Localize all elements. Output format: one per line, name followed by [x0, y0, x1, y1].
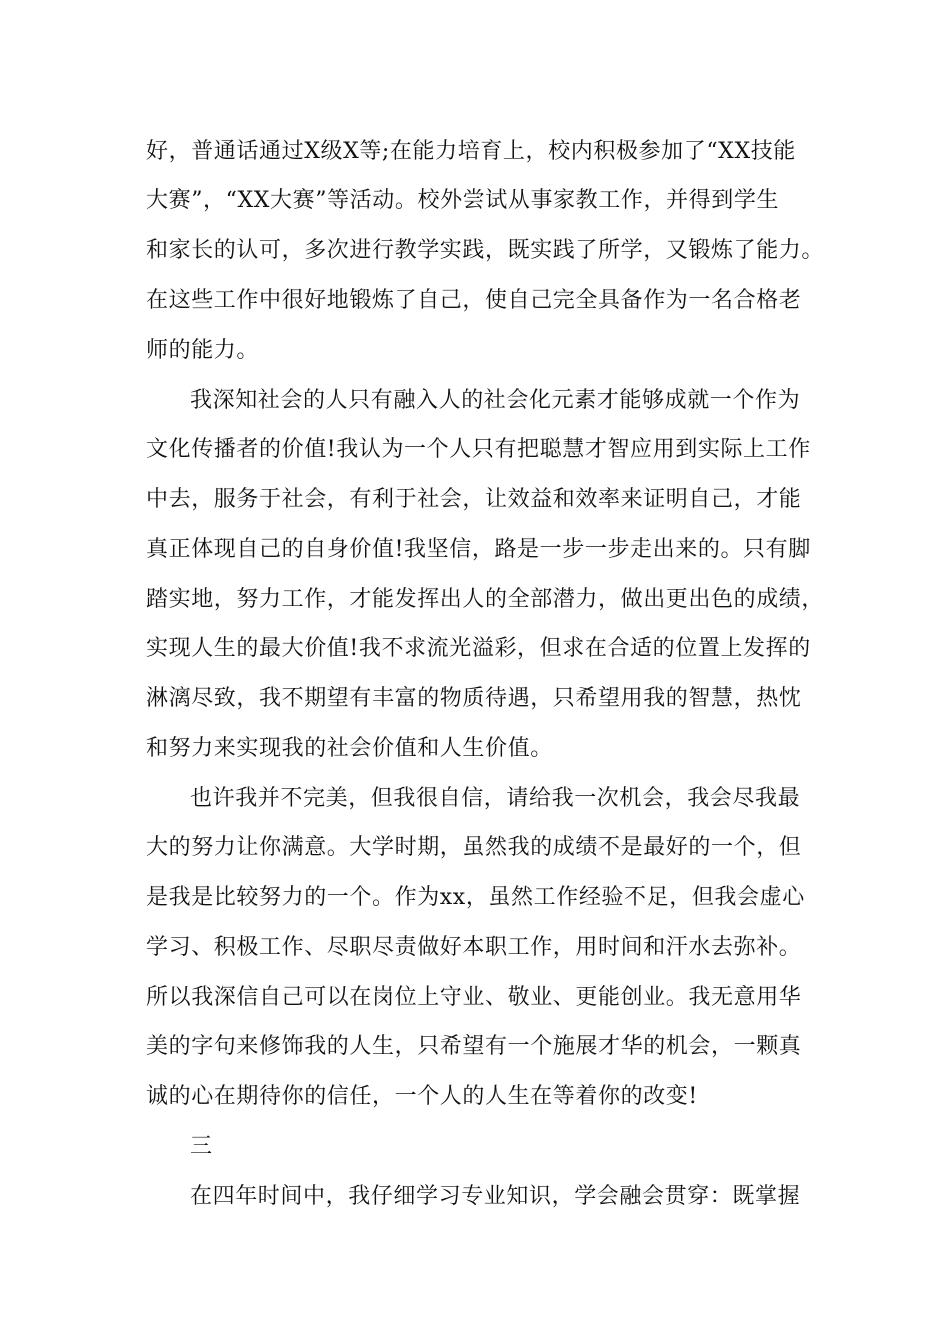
text-line: 大赛”，“XX大赛”等活动。校外尝试从事家教工作，并得到学生: [146, 188, 780, 213]
paragraph-start-line: 我深知社会的人只有融入人的社会化元素才能够成就一个作为: [190, 388, 801, 413]
text-line: 所以我深信自己可以在岗位上守业、敬业、更能创业。我无意用华: [146, 985, 802, 1010]
text-line: 师的能力。: [146, 338, 260, 363]
text-line: 中去，服务于社会，有利于社会，让效益和效率来证明自己，才能: [146, 487, 802, 512]
text-line: 和家长的认可，多次进行教学实践，既实践了所学，又锻炼了能力。: [146, 238, 825, 263]
text-line: 是我是比较努力的一个。作为xx，虽然工作经验不足，但我会虚心: [146, 885, 805, 910]
paragraph-start-line: 也许我并不完美，但我很自信，请给我一次机会，我会尽我最: [190, 786, 801, 811]
text-line: 好，普通话通过X级X等;在能力培育上，校内积极参加了“XX技能: [146, 139, 796, 164]
text-line: 真正体现自己的自身价值!我坚信，路是一步一步走出来的。只有脚: [146, 537, 811, 562]
text-line: 在这些工作中很好地锻炼了自己，使自己完全具备作为一名合格老: [146, 288, 802, 313]
section-number: 三: [190, 1134, 213, 1159]
text-line: 淋漓尽致，我不期望有丰富的物质待遇，只希望用我的智慧，热忱: [146, 686, 802, 711]
paragraph-start-line: 在四年时间中，我仔细学习专业知识，学会融会贯穿：既掌握: [190, 1184, 801, 1209]
text-line: 文化传播者的价值!我认为一个人只有把聪慧才智应用到实际上工作: [146, 437, 811, 462]
text-line: 诚的心在期待你的信任，一个人的人生在等着你的改变!: [146, 1084, 698, 1109]
text-line: 美的字句来修饰我的人生，只希望有一个施展才华的机会，一颗真: [146, 1034, 802, 1059]
text-line: 实现人生的最大价值!我不求流光溢彩，但求在合适的位置上发挥的: [146, 636, 811, 661]
text-line: 踏实地，努力工作，才能发挥出人的全部潜力，做出更出色的成绩，: [146, 587, 825, 612]
text-line: 和努力来实现我的社会价值和人生价值。: [146, 736, 553, 761]
text-line: 学习、积极工作、尽职尽责做好本职工作，用时间和汗水去弥补。: [146, 935, 802, 960]
text-line: 大的努力让你满意。大学时期，虽然我的成绩不是最好的一个，但: [146, 835, 802, 860]
